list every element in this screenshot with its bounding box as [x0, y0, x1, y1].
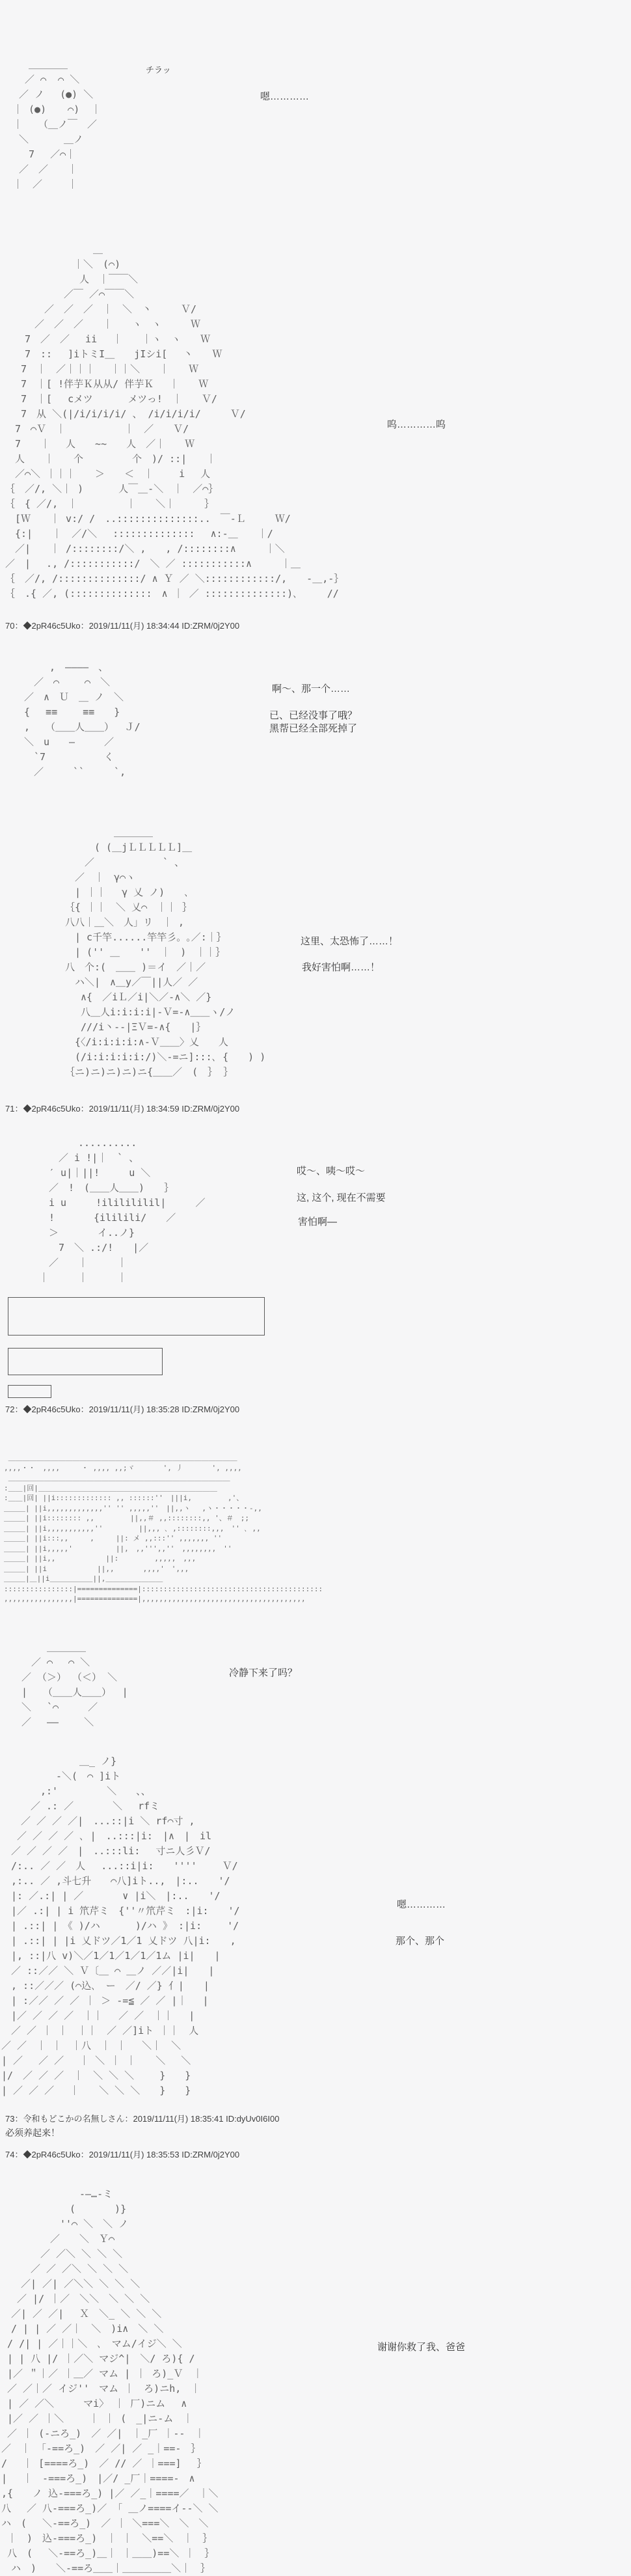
dialogue-thanks: 谢谢你救了我、爸爸 [377, 2342, 466, 2353]
aa-old-man-relieved: , ―――― 、 ／ ⌒ ⌒ ＼ ／ ∧ Ｕ ＿ ノ ＼ { ≡≡ ≡≡ } , （＿＿人＿＿） Ｊ/ ＼ u ― ／ `7 く ／ `` `, [24, 661, 141, 778]
post-meta-72: 72：◆2pR46c5Uko：2019/11/11(月) 18:35:28 ID:ZRM/0j2Y00 [5, 1404, 240, 1414]
speech-box-medium [8, 1348, 163, 1375]
dialogue-line: 冷静下来了吗？ [229, 1667, 298, 1679]
aa-sheep-crying: ＿＿＿＿ ( (＿jＬＬＬＬＬ]＿ ／ ` 、 ／ ｜ γ⌒ヽ | ｜｜ γ 乂 ノ) ､ ｛{ ｜｜ ＼ 乂⌒ ｜｜ ｝ 八八｜＿＼ 人」リ ｜ , | c千竿......竿竿彡。｡／:｜｝ | ('' ＿ '' ｜ ) ｜｜｝ 八 个:( ＿＿ )＝イ ／｜／ ハ＼| ∧＿y／￣||人／ ／ ∧{ ／iＬ／i|＼／-∧＼ ／} 八＿人i:i:i:i|-Ｖ=-∧＿＿ヽ/ノ ///i丶--|ΞＶ=-∧{ |｝ {〈/i:i:i:i:∧-Ｖ＿＿〉乂 人 (/i:i:i:i:i:/)＼-=ニ]:::､ { ) ) ｛ニ)ニ)ニ)ニ)ニ{＿＿／ ( ｝ ｝ [65, 827, 266, 1078]
dialogue-line: 这里、太恐怖了……！ [301, 936, 399, 947]
reply-73-text: 必须养起来！ [5, 2128, 60, 2138]
post-meta-71: 71：◆2pR46c5Uko：2019/11/11(月) 18:34:59 ID:ZRM/0j2Y00 [5, 1104, 240, 1114]
dialogue-hmm: 嗯………… [260, 91, 310, 102]
post-meta-74: 74：◆2pR46c5Uko：2019/11/11(月) 18:35:53 ID:ZRM/0j2Y00 [5, 2150, 240, 2159]
dialogue-sob: 呜…………呜 [387, 419, 446, 430]
aa-peeking-face: ＿＿＿＿ ／ ⌒ ⌒ ＼ ／ ノ (●) ＼ ｜ (●) ⌒) ｜ ｜ （＿ノ￣ ／ ＼ ＿ノ 7 ／⌒｜ ／ ／ ｜ ｜ ／ ｜ [13, 59, 101, 190]
dialogue-line: 那个、那个 [396, 1936, 445, 1947]
dialogue-line: 黑帮已经全部死掉了 [269, 723, 358, 734]
dialogue-line: 害怕啊— [298, 1216, 338, 1227]
dialogue-line: 我好害怕啊……！ [302, 962, 381, 973]
dialogue-line: 啊～、那一个…… [272, 683, 351, 694]
aa-old-man-smile: ＿＿＿＿ ／ ⌒ ⌒ ＼ ／ （＞） （＜） ＼ | （＿＿人＿＿） | ＼ `⌒ ／ ／ ―― ＼ [21, 1641, 128, 1728]
aa-street-scene: ＿＿＿＿＿＿＿＿＿＿＿＿＿＿＿＿＿＿＿＿＿＿＿＿＿＿＿＿＿＿＿＿ ,,,,・・ ,,,, ・ ,,,, ,,;ヾ ', 丿 ', ,,,, ＿＿＿＿＿＿＿＿＿＿＿＿＿＿＿＿＿＿＿＿＿＿＿＿＿＿＿＿＿＿＿ :＿＿|回|＿＿＿＿＿＿＿＿＿＿＿＿＿＿＿＿＿＿＿＿＿＿＿＿＿ :＿＿|回| ||i::::::::::::: ,, ::::::'' |||i, ,'、 ＿＿＿| ||i,,,,,,,,,,,,,'' '' ,,,,,'' ||,,ヽ ,ヽ・・・・・-,, ＿＿＿| ||i:::::::: ,, ||,,＃ ,,::::::::,, '、＃ ;; ＿＿＿| ||i,,,,,,,,,,,'' ||,,, ､ ,::::::::,,, '' ､ ,, ＿＿＿| ||i:::,, , ||: メ ,,:::'' ,,,,,,, '' ＿＿＿| ||i,,,,,' ||, ,,''',,'' ,,,,,,,, '' ＿＿＿| ||i,, ||: ,,,,, ,,, ＿＿＿| ||i ||,, ,,,,' ',,, ＿＿＿|＿||i＿＿＿＿＿＿||,＿＿＿＿＿＿＿＿ ::::::::::::::::|==============|:::::::::::::::::::::::::::::::::::::::::: ,,,,,,,,,,,,,,,,|==============|,,,,,,,,,,,,,,,,,,,,,,,,,,,,,,,,,,,,,, [4, 1453, 323, 1603]
post-meta-70: 70：◆2pR46c5Uko：2019/11/11(月) 18:34:44 ID:ZRM/0j2Y00 [5, 621, 240, 631]
dialogue-line: 已、已经没事了哦？ [269, 710, 358, 721]
aa-robed-figure: ＿ ｜＼ (⌒) 人 ｜￣￣＼ ／￣ ／⌒￣￣＼ ／ ／ ／ ｜ ＼ 丶 Ｖ/ ／ ／ ／ ｜ ヽ ヽ Ｗ 7 ／ ／ ii ｜ ｜ヽ ヽ Ｗ 7 :: ]iトミI＿ jIシi[ 丶 Ｗ 7 ｜ ／｜｜｜ ｜｜＼ ｜ Ｗ 7 ｜[ !伴芋Ｋ从从/ 伴芋Ｋ ｜ Ｗ 7 ｜[ cメツ メツっ! ｜ Ｖ/ 7 从 ＼(|/i/i/i/i/ 、 /i/i/i/i/ Ｖ/ 7 ⌒Ｖ ｜ ｜ ／ Ｖ/ 7 ｜ 人 ~~ 人 ／｜ Ｗ 人 ｜ 个 个 )/ ::| ｜ ／⌒＼ ｜｜｜ ＞ ＜ ｜ i 人 ｛ ／/, ＼｜ ) 人￣＿-＼ ｜ ／⌒｝ ｛ { ／/, ｜ ｜ ＼｜ ｝ [Ｗ ｜ v:/ / ..::::::::::::::.. ￣-Ｌ Ｗ/ {:| ｜ ／/＼ :::::::::::::: ∧:‐＿ ｜/ ／| ｜ /::::::::/＼ , , /::::::::∧ ｜＼ ／ | ., /:::::::::::/ ＼ ／ :::::::::::∧ ｜＿ ｛ ／/, /::::::::::::::/ ∧ Ｙ ／ ＼::::::::::::/, -＿,-｝ ｛ .{ ／, (:::::::::::::: ∧ ｜ ／ ::::::::::::::)､ // [5, 243, 344, 599]
aa-girl-teary: .......... ／ i !|｜ ` 、 ′ u|｜||! u ＼ ／ ! (＿＿人＿＿) ｝ i u !ililililil| ／ ! {ililili/ ／ ＞ イ..ノ} 7 ＼ .:/! |／ ／ ｜ ｜ ｜ ｜ ｜ [39, 1137, 206, 1283]
sfx-glance: チラッ [146, 65, 171, 75]
speech-box-large [8, 1297, 265, 1336]
dialogue-line: 哎～、咦～哎～ [297, 1166, 366, 1177]
dialogue-line: 这, 这个, 现在不需要 [297, 1192, 386, 1203]
post-meta-73: 73：令和もどこかの名無しさん：2019/11/11(月) 18:35:41 ID:dyUv0I6I00 [5, 2114, 280, 2124]
dialogue-line: 嗯………… [397, 1899, 446, 1910]
aa-girl-bowing: -―…-ミ ( )} ''⌒ ＼ ＼ ノ ／ ＼ Ｙ⌒ ／ ／＼ ＼ ＼ ＼ ／ ／ ／＼ ＼ ＼ ＼ ／| ／| ／＼＼ ＼ ＼ ＼ ／ |/ ｜／ ＼＼ ＼ ＼ ＼ ／| ／ ／| Ｘ ＼_ ＼ ＼ ＼ / | | ／ ／｜ ＼ )i∧ ＼ ＼ / /| | ／｜｜＼ ､ マム/イジ＼ ＼ | | 八 |/ ｜／＼ マジ^| ＼/ ろ){ / |／ ＂｜／ ｜＿／ マム | ｜ ろ)_Ｖ ｜ ／ ／｜／ イジ'' マム ｜ ろ)ニh, ｜ | ／ ／＼ マi〉 ｜ 厂)ニム ∧ |／ ／ ｜＼ ｜ ｜ ( _|ニ-ム ｜ ／ ｜ (-ニろ_) ／ ／| ｜_厂 ｜-- ｜ ／ ｜ 「-==ろ_) ／ ／| ／ _｜==- ｝ / ｜ [====ろ_) ／ // ／ ｜===] ｝ | ｜ -===ろ_) |／/ _厂｜====- ∧ ,{ ノ 込-===ろ_) |／ ／_｜====／ ｜＼ 八 ／ 八-===ろ_)／ 「 ＿ノ====イ--＼ ＼ ハ ( ＼-==ろ_) ／ ｜ ＼===＼ ＼ ＼ ｜ ) 込-===ろ_) ｜ ｜ ＼==＼ ｜ ｝ 八 ( ＼-==ろ_)＿｜ ｜＿＿)==＼ ｜ ｝ ハ ) ＼-==ろ＿＿｜＿＿＿＿＿＼｜ ｝ [1, 2188, 219, 2574]
speech-box-small [8, 1385, 51, 1398]
aa-girl-kneeling: ＿_ ノ} -＼( ⌒ ]iト ,:' ＼ 、、 ／ .: ／ ＼ rfミ ／ ／ ／ ／| ...::|i ＼ rf⌒寸 , ／ ／ ／ ／ ､ | ..:::|i: |∧ | il ／ ／ ／ ／ | ..:::li: 寸ニ人彡Ｖ/ /:.. ／ ／ 人 ...::i|i: '''' Ｖ/ ,:.. ／ ,斗七升 ⌒八]iト.., |:.. '/ |: ／.:| | ／ ∨ |i＼ |:.. '/ |／ .:| | i 笊芹ミ {''〃笊芹ミ :|i: '/ | .::| | 《 )/ハ )/ハ 》 :|i: '/ | .::| | |i 乂ドツ／1／1 乂ドツ 八|i: , |, ::|八 v)＼／1／1／1／1／1ム |i| | ／ ::／／ ＼ Ｖ〔＿ ⌒ ＿ノ ／／|i| | , ::／／／ (⌒込､ ー ／/ ／} 亻| | | :／／ ／ ／ ｜ ＞ -=≦ ／ ／ |｜ | |／ ／ ／ ／ ｜｜ ／ ／ ｜｜ | ／ ／ ｜ ｜ ｜｜ ／ ／]iト ｜｜ 人 ／ ／ ｜ ｜ ｜八 ｜ ｜ ＼｜ ＼ | ／ ／ ／ ｜ ＼ ｜ ｜ ＼ ＼ |/ ／ ／ ／ ｜ ＼ ＼ ＼ } } | ／ ／ ／ ｜ ＼ ＼ ＼ } } [1, 1755, 240, 2096]
